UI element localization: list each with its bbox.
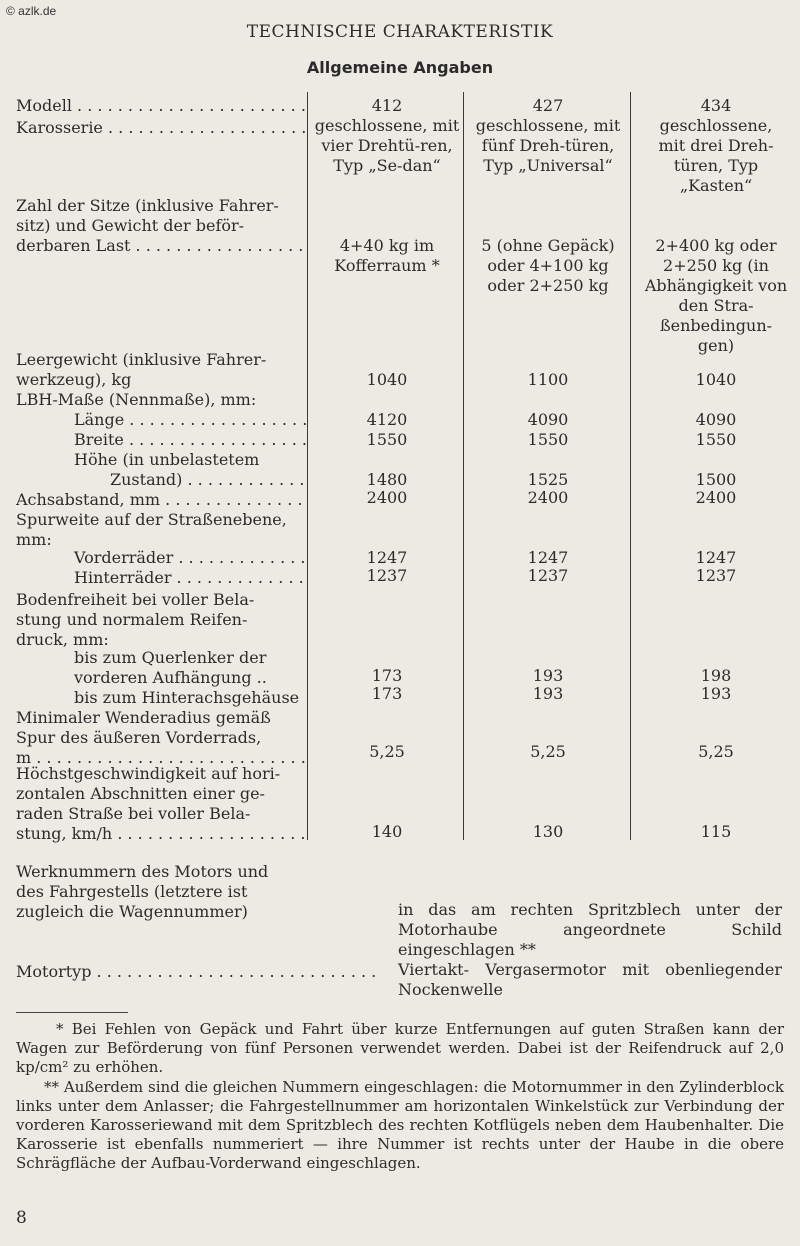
label-sitze-1: Zahl der Sitze (inklusive Fahrer- bbox=[16, 196, 279, 215]
c2-hoehe: 1525 bbox=[527, 470, 569, 489]
page-number: 8 bbox=[16, 1208, 27, 1228]
label-sitze-3: derbaren Last . . . bbox=[16, 236, 306, 256]
label-vorderraeder: Vorderräder . . . bbox=[16, 548, 306, 568]
c2-sitze: 5 (ohne Gepäck) oder 4+100 kg oder 2+250 kg bbox=[481, 236, 615, 295]
label-werk-3: zugleich die Wagennummer) bbox=[16, 902, 248, 921]
c2-querlenker: 193 bbox=[532, 666, 564, 685]
c2-karosserie: geschlossene, mit fünf Dreh-türen, Typ „Universal“ bbox=[475, 116, 621, 175]
c3-hoehe: 1500 bbox=[695, 470, 737, 489]
column-divider-3 bbox=[630, 92, 631, 840]
c2-hinterachsgehaeuse: 193 bbox=[532, 684, 564, 703]
c3-hinterraeder: 1237 bbox=[695, 566, 737, 585]
c2-laenge: 4090 bbox=[527, 410, 569, 429]
c2-vorderraeder: 1247 bbox=[527, 548, 569, 567]
c3-hoechstgeschwindigkeit: 115 bbox=[700, 822, 732, 841]
label-leergewicht-2: werkzeug), kg bbox=[16, 370, 132, 389]
label-werk-2: des Fahrgestells (letztere ist bbox=[16, 882, 248, 901]
label-leergewicht-1: Leergewicht (inklusive Fahrer- bbox=[16, 350, 267, 369]
label-bodenfreiheit-1: Bodenfreiheit bei voller Bela- bbox=[16, 590, 255, 609]
label-querlenker-2: vorderen Aufhängung .. bbox=[74, 668, 267, 687]
label-hoehe-1: Höhe (in unbelastetem bbox=[74, 450, 260, 469]
footnote-rule bbox=[16, 1012, 128, 1013]
c2-wenderadius: 5,25 bbox=[530, 742, 566, 761]
c1-leergewicht: 1040 bbox=[366, 370, 408, 389]
c1-sitze: 4+40 kg im Kofferraum * bbox=[334, 236, 440, 275]
label-hoechst-1: Höchstgeschwindigkeit auf hori- bbox=[16, 764, 281, 783]
column-divider-1 bbox=[307, 92, 308, 840]
c1-vorderraeder: 1247 bbox=[366, 548, 408, 567]
label-hinterraeder: Hinterräder . . . bbox=[16, 568, 306, 588]
c3-querlenker: 198 bbox=[700, 666, 732, 685]
label-wenderadius-2: Spur des äußeren Vorderrads, bbox=[16, 728, 262, 747]
c3-leergewicht: 1040 bbox=[695, 370, 737, 389]
label-spurweite-2: mm: bbox=[16, 530, 52, 549]
label-hoehe-2: Zustand) . . . bbox=[16, 470, 306, 490]
c2-modell: 427 bbox=[532, 96, 564, 115]
label-werk-1: Werknummern des Motors und bbox=[16, 862, 269, 881]
c3-laenge: 4090 bbox=[695, 410, 737, 429]
c2-breite: 1550 bbox=[527, 430, 569, 449]
label-wenderadius-3: m . . . bbox=[16, 748, 306, 768]
c1-hinterraeder: 1237 bbox=[366, 566, 408, 585]
c3-wenderadius: 5,25 bbox=[698, 742, 734, 761]
c2-hinterraeder: 1237 bbox=[527, 566, 569, 585]
label-hoechst-2: zontalen Abschnitten einer ge- bbox=[16, 784, 265, 803]
label-spurweite-1: Spurweite auf der Straßenebene, bbox=[16, 510, 287, 529]
column-divider-2 bbox=[463, 92, 464, 840]
footnote-2: ** Außerdem sind die gleichen Nummern eingeschlagen: die Motornummer in den Zylinderblock links unter dem Anlasser; die Fahrgestellnummer am horizontalen Winkelstück zur Verbindung der vorderen Karosseriewand mit dem Spritzblech des rechten Kotflügels neben dem Haubenhalter. Die Karosserie ist ebenfalls nummeriert — ihre Nummer ist rechts unter der Haube in die obere Schrägfläche der Aufbau-Vorderwand eingeschlagen. bbox=[16, 1078, 784, 1172]
label-hinterachsgehaeuse: bis zum Hinterachsgehäuse bbox=[74, 688, 300, 707]
c1-modell: 412 bbox=[371, 96, 403, 115]
c3-sitze: 2+400 kg oder 2+250 kg (in Abhängigkeit von den Stra-ßenbedingun-gen) bbox=[644, 236, 788, 355]
c1-hinterachsgehaeuse: 173 bbox=[371, 684, 403, 703]
werknummern-value: in das am rechten Spritzblech unter der Motorhaube angeordnete Schild eingeschlagen ** bbox=[398, 900, 782, 959]
c1-wenderadius: 5,25 bbox=[369, 742, 405, 761]
c3-karosserie: geschlossene, mit drei Dreh-türen, Typ „Kasten“ bbox=[658, 116, 774, 195]
c3-hinterachsgehaeuse: 193 bbox=[700, 684, 732, 703]
c1-karosserie: geschlossene, mit vier Drehtü-ren, Typ „Se-dan“ bbox=[314, 116, 460, 175]
section-subtitle: Allgemeine Angaben bbox=[306, 58, 494, 77]
c3-breite: 1550 bbox=[695, 430, 737, 449]
c3-vorderraeder: 1247 bbox=[695, 548, 737, 567]
label-sitze-2: sitz) und Gewicht der beför- bbox=[16, 216, 245, 235]
c3-modell: 434 bbox=[700, 96, 732, 115]
label-achsabstand: Achsabstand, mm . . . bbox=[16, 490, 306, 510]
label-hoechst-3: raden Straße bei voller Bela- bbox=[16, 804, 251, 823]
c2-hoechstgeschwindigkeit: 130 bbox=[532, 822, 564, 841]
c3-achsabstand: 2400 bbox=[695, 488, 737, 507]
label-motortyp: Motortyp . . . bbox=[16, 962, 376, 982]
footnote-1: * Bei Fehlen von Gepäck und Fahrt über kurze Entfernungen auf guten Straßen kann der Wagen zur Beförderung von fünf Personen verwendet werden. Dabei ist der Reifendruck auf 2,0 kp/cm² zu erhöhen. bbox=[16, 1020, 784, 1076]
label-bodenfreiheit-2: stung und normalem Reifen- bbox=[16, 610, 248, 629]
c1-hoechstgeschwindigkeit: 140 bbox=[371, 822, 403, 841]
label-wenderadius-1: Minimaler Wenderadius gemäß bbox=[16, 708, 271, 727]
c1-laenge: 4120 bbox=[366, 410, 408, 429]
c1-hoehe: 1480 bbox=[366, 470, 408, 489]
label-lbh: LBH-Maße (Nennmaße), mm: bbox=[16, 390, 257, 409]
c1-achsabstand: 2400 bbox=[366, 488, 408, 507]
label-breite: Breite . . . bbox=[16, 430, 306, 450]
watermark: © azlk.de bbox=[6, 4, 57, 18]
label-karosserie: Karosserie . . . bbox=[16, 118, 306, 138]
page-title: TECHNISCHE CHARAKTERISTIK bbox=[246, 22, 554, 42]
c1-breite: 1550 bbox=[366, 430, 408, 449]
label-laenge: Länge . . . bbox=[16, 410, 306, 430]
c2-achsabstand: 2400 bbox=[527, 488, 569, 507]
label-bodenfreiheit-3: druck, mm: bbox=[16, 630, 109, 649]
motortyp-value: Viertakt- Vergasermotor mit obenliegender Nockenwelle bbox=[398, 960, 782, 999]
c2-leergewicht: 1100 bbox=[527, 370, 569, 389]
c1-querlenker: 173 bbox=[371, 666, 403, 685]
label-querlenker-1: bis zum Querlenker der bbox=[74, 648, 267, 667]
label-hoechst-4: stung, km/h . . . bbox=[16, 824, 306, 844]
label-modell: Modell . . . bbox=[16, 96, 306, 116]
